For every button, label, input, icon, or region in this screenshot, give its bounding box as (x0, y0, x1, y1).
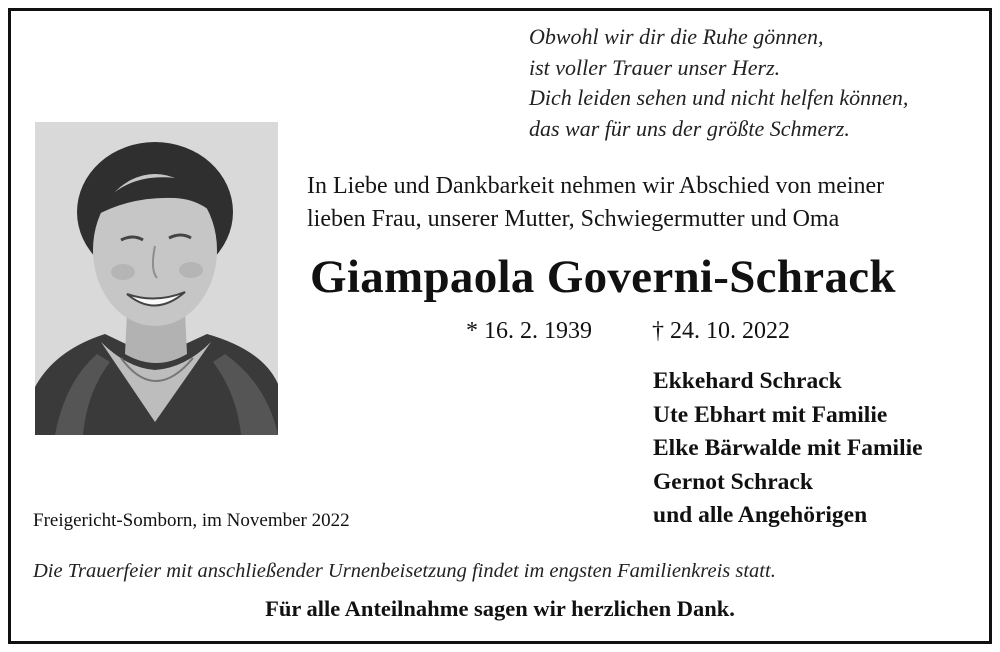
mourner-entry: Elke Bärwalde mit Familie (653, 435, 923, 462)
death-date: † 24. 10. 2022 (652, 318, 790, 344)
poem-line: Obwohl wir dir die Ruhe gönnen, (529, 24, 824, 49)
farewell-line: lieben Frau, unserer Mutter, Schwiegermutter und Oma (307, 206, 840, 232)
mourner-entry: Ekkehard Schrack (653, 368, 842, 394)
poem-line: ist voller Trauer unser Herz. (529, 54, 781, 80)
poem-line: das war für uns der größte Schmerz. (529, 115, 850, 141)
poem-line: Dich leiden sehen und nicht helfen können, (529, 85, 909, 110)
deceased-name: Giampaola Governi-Schrack (310, 251, 896, 303)
mourner-entry: und alle Angehörigen (653, 502, 868, 529)
mourners-list (653, 365, 988, 533)
birth-date: * 16. 2. 1939 (466, 318, 592, 344)
mourner-entry: Gernot Schrack (653, 468, 813, 495)
portrait-photo (35, 122, 278, 435)
poem (529, 22, 969, 144)
thanks-line: Für alle Anteilnahme sagen wir herzlichen Dank. (265, 596, 735, 621)
farewell-text (307, 170, 977, 236)
portrait-illustration (35, 122, 278, 435)
place-and-date: Freigericht-Somborn, im November 2022 (33, 510, 350, 531)
mourner-entry: Ute Ebhart mit Familie (653, 401, 888, 428)
ceremony-note: Die Trauerfeier mit anschließender Urnenbeisetzung findet im engsten Familienkreis statt. (33, 560, 776, 582)
farewell-line: In Liebe und Dankbarkeit nehmen wir Abschied von meiner (307, 173, 885, 199)
